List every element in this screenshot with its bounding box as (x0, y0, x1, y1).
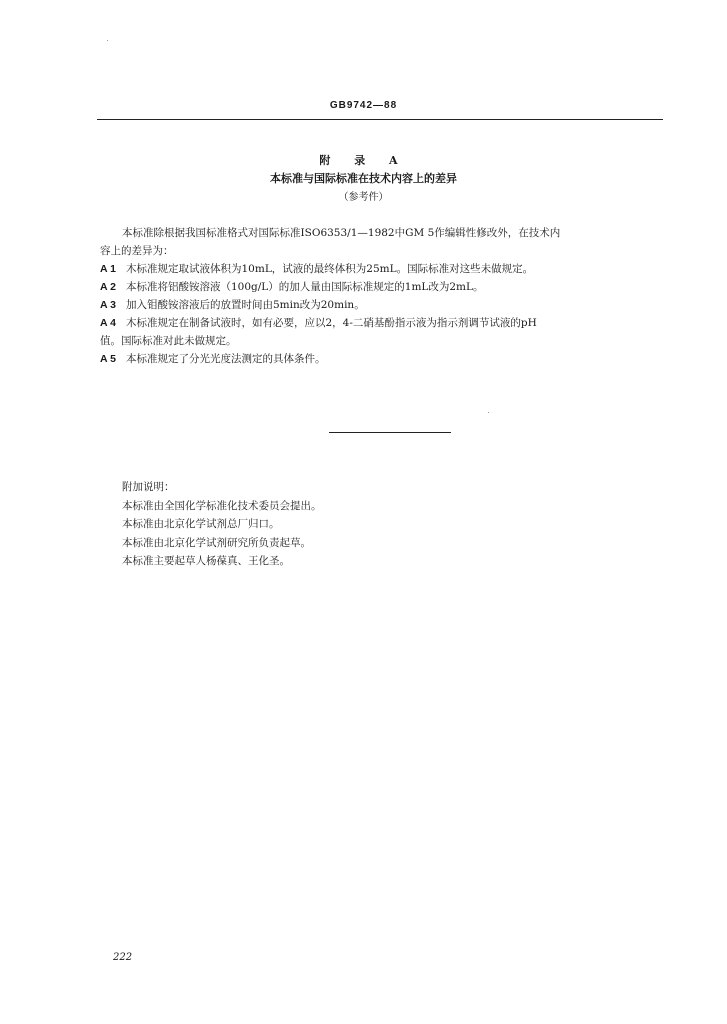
scan-speck (488, 412, 489, 413)
item-continuation: 值。国际标准对此未做规定。 (100, 335, 237, 347)
list-item (100, 260, 660, 278)
list-item (100, 278, 660, 296)
notes-line: 本标准由全国化学标准化技术委员会提出。 (122, 499, 322, 512)
item-text: 加入钼酸铵溶液后的放置时间由5min改为20min。 (126, 299, 365, 311)
intro-line-2: 容上的差异为： (100, 245, 174, 257)
notes-line: 本标准由北京化学试剂研究所负责起草。 (122, 536, 311, 549)
list-item (100, 314, 660, 332)
appendix-note: （参考件） (338, 192, 389, 203)
item-number: A 4 (100, 317, 116, 329)
notes-line: 本标准由北京化学试剂总厂归口。 (122, 518, 280, 530)
notes-line: 本标准主要起草人杨葆真、王化圣。 (122, 555, 290, 567)
appendix-title: 附 录 A (319, 154, 408, 167)
header-rule (97, 119, 663, 120)
scan-speck (107, 40, 108, 41)
item-number: A 3 (100, 299, 116, 311)
item-text: 木标准规定取试液体积为10mL，试液的最终体积为25mL。国际标准对这些未做规定。 (126, 263, 534, 275)
list-item (100, 350, 660, 368)
intro-line-1: 本标准除根据我国标准格式对国际标准ISO6353/1—1982中GM 5作编辑性修改外，在技术内 (122, 227, 561, 239)
item-number: A 5 (100, 353, 116, 365)
additional-notes (122, 478, 622, 571)
item-text: 本标准规定了分光光度法测定的具体条件。 (126, 353, 326, 365)
list-item (100, 296, 660, 314)
item-number: A 2 (100, 281, 116, 293)
item-number: A 1 (100, 263, 116, 275)
intro-paragraph (100, 224, 660, 260)
notes-heading: 附加说明： (122, 481, 175, 493)
appendix-subtitle: 本标准与国际标准在技术内容上的差异 (270, 172, 457, 185)
section-divider (329, 432, 451, 433)
item-text: 木标准规定在制备试液时，如有必要，应以2，4-二硝基酚指示液为指示剂调节试液的pH (126, 317, 537, 329)
difference-list (100, 260, 660, 368)
page-number: 222 (113, 952, 133, 963)
item-text: 本标准将铝酸铵溶液（100g/L）的加人量由国际标准规定的1mL改为2mL。 (126, 281, 484, 293)
standard-code: GB9742—88 (329, 100, 398, 111)
